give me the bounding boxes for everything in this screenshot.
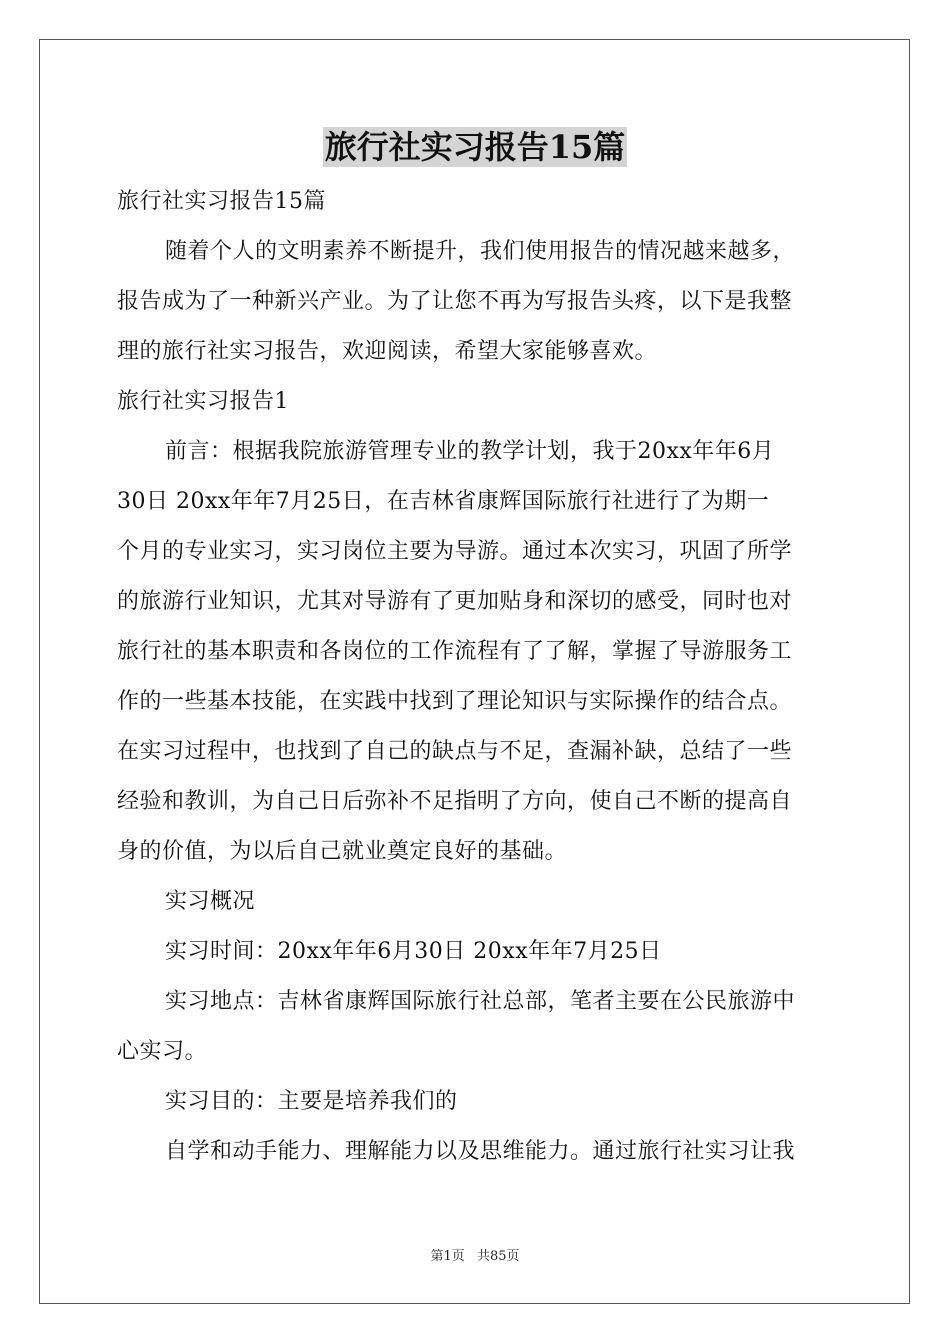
text-line: 经验和教训，为自己日后弥补不足指明了方向，使自己不断的提高自	[117, 789, 793, 814]
text-line: 自学和动手能力、理解能力以及思维能力。通过旅行社实习让我	[165, 1139, 796, 1164]
text-line: 报告成为了一种新兴产业。为了让您不再为写报告头疼，以下是我整	[117, 289, 793, 314]
text-line: 身的价值，为以后自己就业奠定良好的基础。	[117, 839, 568, 864]
text-line: 作的一些基本技能，在实践中找到了理论知识与实际操作的结合点。	[117, 689, 793, 714]
text-line: 旅行社实习报告15篇	[117, 189, 326, 214]
document-title: 旅行社实习报告15篇	[324, 128, 626, 166]
document-body	[117, 177, 835, 1177]
text-line: 在实习过程中，也找到了自己的缺点与不足，查漏补缺，总结了一些	[117, 739, 793, 764]
text-line: 的旅游行业知识，尤其对导游有了更加贴身和深切的感受，同时也对	[117, 589, 793, 614]
text-line: 个月的专业实习，实习岗位主要为导游。通过本次实习，巩固了所学	[117, 539, 793, 564]
title-container	[0, 127, 950, 167]
text-line: 旅行社的基本职责和各岗位的工作流程有了了解，掌握了导游服务工	[117, 639, 793, 664]
text-line: 实习地点：吉林省康辉国际旅行社总部，笔者主要在公民旅游中	[165, 989, 796, 1014]
page-footer	[0, 1245, 950, 1264]
text-line: 30日 20xx年年7月25日，在吉林省康辉国际旅行社进行了为期一	[117, 489, 770, 514]
text-line: 实习时间：20xx年年6月30日 20xx年年7月25日	[165, 939, 662, 964]
text-line: 心实习。	[117, 1039, 208, 1064]
text-line: 实习目的：主要是培养我们的	[165, 1089, 458, 1114]
text-line: 实习概况	[165, 889, 256, 914]
text-line: 随着个人的文明素养不断提升，我们使用报告的情况越来越多，	[165, 239, 796, 264]
text-line: 理的旅行社实习报告，欢迎阅读，希望大家能够喜欢。	[117, 339, 658, 364]
page-number: 第1页	[430, 1249, 465, 1264]
total-pages: 共85页	[476, 1249, 520, 1264]
text-line: 旅行社实习报告1	[117, 389, 289, 414]
text-line: 前言：根据我院旅游管理专业的教学计划，我于20xx年年6月	[165, 439, 775, 464]
